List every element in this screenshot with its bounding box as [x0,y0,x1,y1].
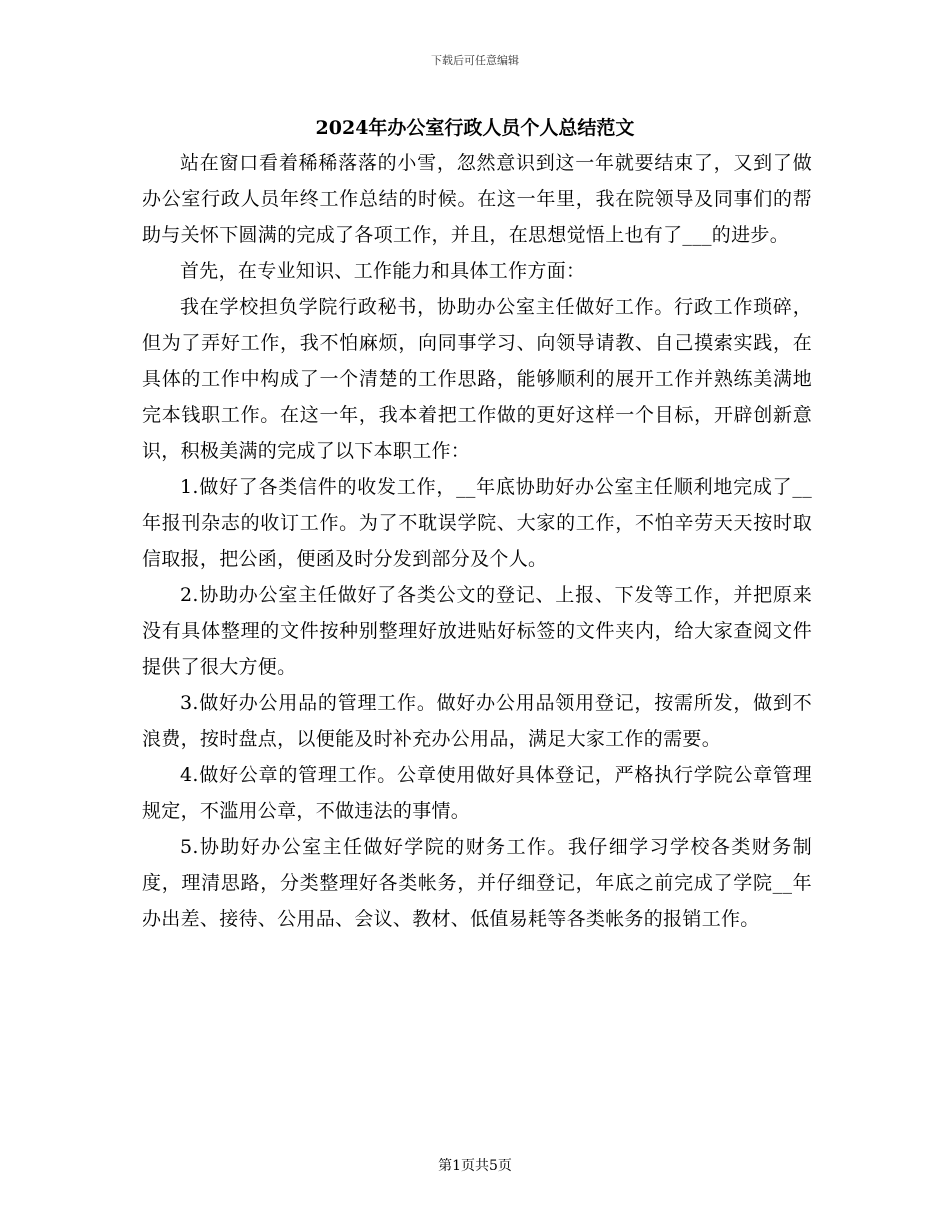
document-title: 2024年办公室行政人员个人总结范文 [315,117,635,139]
list-item-1: 1.做好了各类信件的收发工作，__年底协助好办公室主任顺利地完成了__年报刊杂志的收订工作。为了不耽误学院、大家的工作，不怕辛劳天天按时取信取报，把公函，便函及时分发到部分及个人。 [142,476,812,570]
document-body [142,145,812,937]
list-item-4: 4.做好公章的管理工作。公章使用做好具体登记，严格执行学院公章管理规定，不滥用公章，不做违法的事情。 [142,764,812,822]
list-item-3: 3.做好办公用品的管理工作。做好办公用品领用登记，按需所发，做到不浪费，按时盘点，以便能及时补充办公用品，满足大家工作的需要。 [142,692,812,750]
paragraph-intro: 站在窗口看着稀稀落落的小雪，忽然意识到这一年就要结束了，又到了做办公室行政人员年终工作总结的时候。在这一年里，我在院领导及同事们的帮助与关怀下圆满的完成了各项工作，并且，在思想觉悟上也有了___的进步。 [142,152,812,246]
list-item-2: 2.协助办公室主任做好了各类公文的登记、上报、下发等工作，并把原来没有具体整理的文件按种别整理好放进贴好标签的文件夹内，给大家查阅文件提供了很大方便。 [142,584,812,678]
paragraph-first-point: 首先，在专业知识、工作能力和具体工作方面： [180,260,586,282]
page-header-note: 下载后可任意编辑 [431,54,519,67]
paragraph-role: 我在学校担负学院行政秘书，协助办公室主任做好工作。行政工作琐碎，但为了弄好工作，我不怕麻烦，向同事学习、向领导请教、自己摸索实践，在具体的工作中构成了一个清楚的工作思路，能够顺利的展开工作并熟练美满地完本钱职工作。在这一年，我本着把工作做的更好这样一个目标，开辟创新意识，积极美满的完成了以下本职工作： [142,296,812,462]
list-item-5: 5.协助好办公室主任做好学院的财务工作。我仔细学习学校各类财务制度，理清思路，分类整理好各类帐务，并仔细登记，年底之前完成了学院__年办出差、接待、公用品、会议、教材、低值易耗等各类帐务的报销工作。 [142,836,812,930]
page-number: 第1页共5页 [438,1158,512,1174]
